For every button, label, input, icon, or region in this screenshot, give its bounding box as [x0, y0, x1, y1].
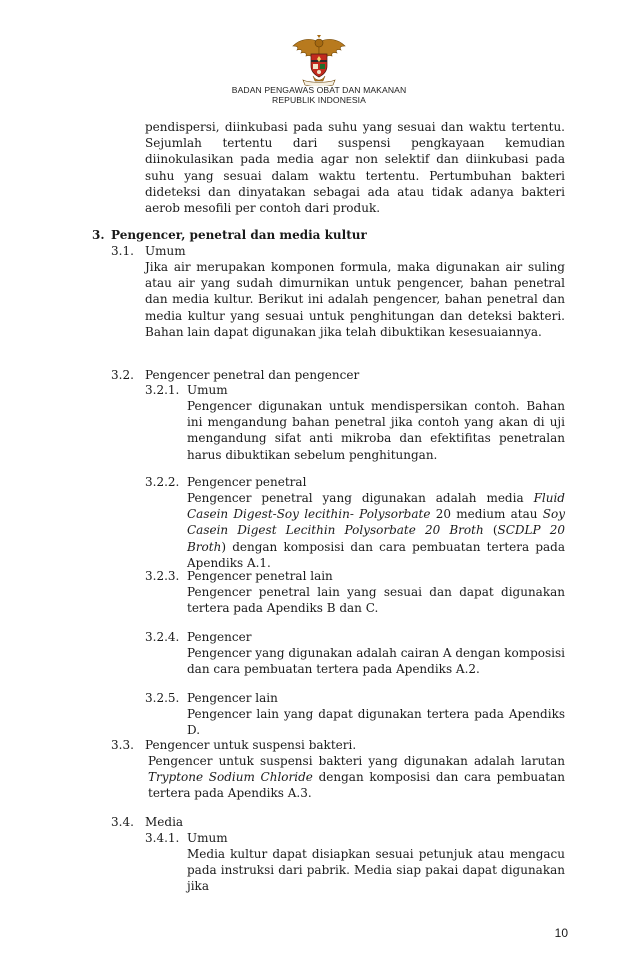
agency-name-line2: REPUBLIK INDONESIA: [272, 95, 366, 105]
section-3-4-number: 3.4.: [111, 815, 134, 829]
section-3-2-3-text: Pengencer penetral lain yang sesuai dan dapat digunakan tertera pada Apendiks B dan C.: [187, 585, 565, 616]
page-number: 10: [554, 926, 568, 940]
section-3-2-4-title: Pengencer: [187, 630, 252, 644]
section-3-2-3-number: 3.2.3.: [145, 569, 180, 583]
section-3-2-number: 3.2.: [111, 368, 134, 382]
section-3-2-4-text: Pengencer yang digunakan adalah cairan A dengan komposisi dan cara pembuatan tertera pada Apendiks A.2.: [187, 646, 566, 677]
section-3-4-1-title: Umum: [187, 831, 228, 845]
section-3-4-title: Media: [145, 815, 184, 829]
section-3-title: Pengencer, penetral dan media kultur: [111, 228, 367, 242]
section-3-3-text: Pengencer untuk suspensi bakteri yang digunakan adalah larutan Tryptone Sodium Chloride dengan komposisi dan cara pembuatan tertera pada Apendiks A.3.: [148, 754, 566, 801]
section-3-2-5-number: 3.2.5.: [145, 691, 180, 705]
section-3-2-4-number: 3.2.4.: [145, 630, 180, 644]
section-3-1-text: Jika air merupakan komponen formula, maka digunakan air suling atau air yang sudah dimurnikan untuk pengencer, bahan penetral dan media kultur. Berikut ini adalah pengencer, bahan penetral dan media kultur yang sesuai untuk penghitungan dan deteksi bakteri. Bahan lain dapat digunakan jika telah dibuktikan kesesuaiannya.: [145, 260, 565, 339]
agency-name-line1: BADAN PENGAWAS OBAT DAN MAKANAN: [231, 85, 407, 95]
section-3-3-title: Pengencer untuk suspensi bakteri.: [145, 738, 357, 752]
intro-paragraph: pendispersi, diinkubasi pada suhu yang sesuai dan waktu tertentu. Sejumlah tertentu dari suspensi pengkayaan kemudian diinokulasikan pada media agar non selektif dan diinkubasi pada suhu yang sesuai dalam waktu tertentu. Pertumbuhan bakteri dideteksi dan dinyatakan sebagai ada atau tidak adanya bakteri aerob mesofili per contoh dari produk.: [145, 120, 565, 216]
section-3-2-2-title: Pengencer penetral: [187, 475, 307, 489]
section-3-3-number: 3.3.: [111, 738, 134, 752]
section-3-2-1-text: Pengencer digunakan untuk mendispersikan contoh. Bahan ini mengandung bahan penetral jika contoh yang akan di uji mengandung sifat anti mikroba dan efektifitas penetralan harus dibuktikan sebelum penghitungan.: [187, 399, 565, 462]
section-3-2-2-number: 3.2.2.: [145, 475, 180, 489]
section-3-2-1-number: 3.2.1.: [145, 383, 180, 397]
section-3-2-5-title: Pengencer lain: [187, 691, 278, 705]
section-3-number: 3.: [92, 228, 105, 242]
section-3-1-number: 3.1.: [111, 244, 134, 258]
section-3-2-title: Pengencer penetral dan pengencer: [145, 368, 360, 382]
section-3-4-1-number: 3.4.1.: [145, 831, 180, 845]
section-3-2-2-text: Pengencer penetral yang digunakan adalah media Fluid Casein Digest-Soy lecithin- Polysorbate 20 medium atau Soy Casein Digest Lecithin Polysorbate 20 Broth (SCDLP 20 Broth) dengan komposisi dan cara pembuatan tertera pada Apendiks A.1.: [187, 491, 565, 570]
section-3-1-title: Umum: [145, 244, 186, 258]
section-3-2-3-title: Pengencer penetral lain: [187, 569, 333, 583]
section-3-2-1-title: Umum: [187, 383, 228, 397]
section-3-4-1-text: Media kultur dapat disiapkan sesuai petunjuk atau mengacu pada instruksi dari pabrik. Media siap pakai dapat digunakan jika: [187, 847, 565, 894]
section-3-2-5-text: Pengencer lain yang dapat digunakan tertera pada Apendiks D.: [187, 707, 565, 738]
garuda-emblem-icon: [287, 34, 351, 86]
